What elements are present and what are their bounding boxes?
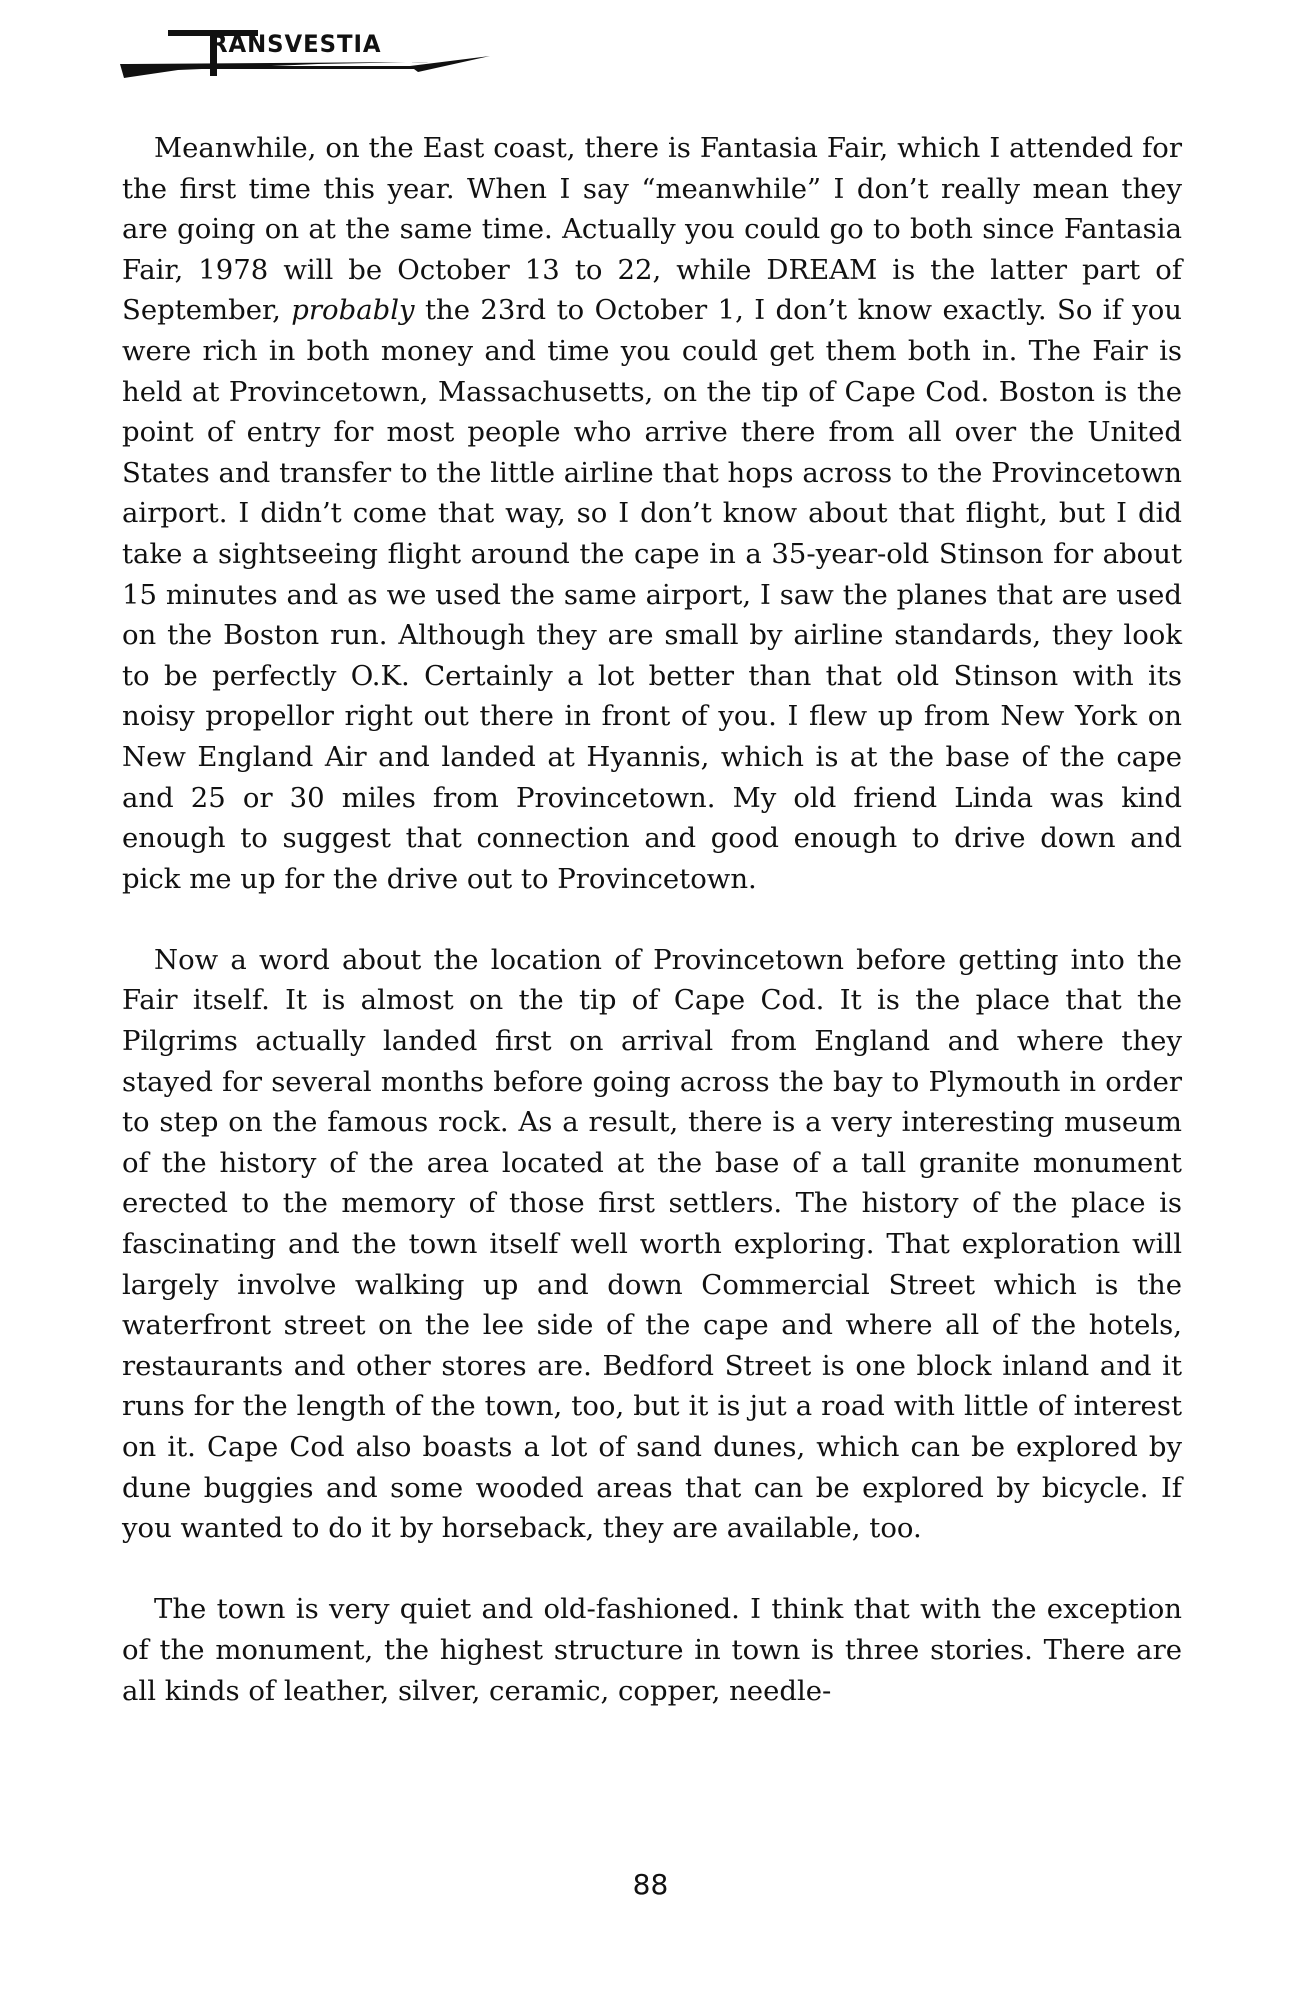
- paragraph-1-text-a: Meanwhile, on the East coast, there is Fantasia Fair, which I attended for the first time this year. When I say “meanwhile” I don’t really mean they are going on at the same time. Actually you could go to both since Fantasia Fair, 1978 will be October 13 to 22, while DREAM is the latter part of September,: [122, 132, 1182, 327]
- page-number: 88: [632, 1868, 669, 1901]
- paragraph-2: Now a word about the location of Provincetown before getting into the Fair itself. It is almost on the tip of Cape Cod. It is the place that the Pilgrims actually landed first on arrival from England and where they stayed for several months before going across the bay to Plymouth in order to step on the famous rock. As a result, there is a very interesting museum of the history of the area located at the base of a tall granite monument erected to the memory of those first settlers. The history of the place is fascinating and the town itself well worth exploring. That exploration will largely involve walking up and down Commercial Street which is the waterfront street on the lee side of the cape and where all of the hotels, restaurants and other stores are. Bedford Street is one block inland and it runs for the length of the town, too, but it is jut a road with little of interest on it. Cape Cod also boasts a lot of sand dunes, which can be explored by dune buggies and some wooded areas that can be explored by bicycle. If you wanted to do it by horseback, they are available, too.: [122, 943, 1182, 1545]
- paragraph-1: [122, 128, 1182, 899]
- paragraph-3: The town is very quiet and old-fashioned. I think that with the exception of the monument, the highest structure in town is three stories. There are all kinds of leather, silver, ceramic, copper, needle-: [122, 1593, 1182, 1707]
- paragraph-1-text-b: the 23rd to October 1, I don’t know exactly. So if you were rich in both money and time you could get them both in. The Fair is held at Provincetown, Massachusetts, on the tip of Cape Cod. Boston is the point of entry for most people who arrive there from all over the United States and transfer to the little airline that hops across to the Provincetown airport. I didn’t come that way, so I don’t know about that flight, but I did take a sightseeing flight around the cape in a 35-year-old Stinson for about 15 minutes and as we used the same airport, I saw the planes that are used on the Boston run. Although they are small by airline standards, they look to be perfectly O.K. Certainly a lot better than that old Stinson with its noisy propellor right out there in front of you. I flew up from New York on New England Air and landed at Hyannis, which is at the base of the cape and 25 or 30 miles from Provincetown. My old friend Linda was kind enough to suggest that connection and good enough to drive down and pick me up for the drive out to Provincetown.: [122, 294, 1183, 895]
- masthead-logo: [118, 14, 498, 84]
- masthead-title: RANSVESTIA: [210, 30, 382, 58]
- emphasis-probably: probably: [291, 294, 415, 327]
- article-body: [122, 128, 1182, 1711]
